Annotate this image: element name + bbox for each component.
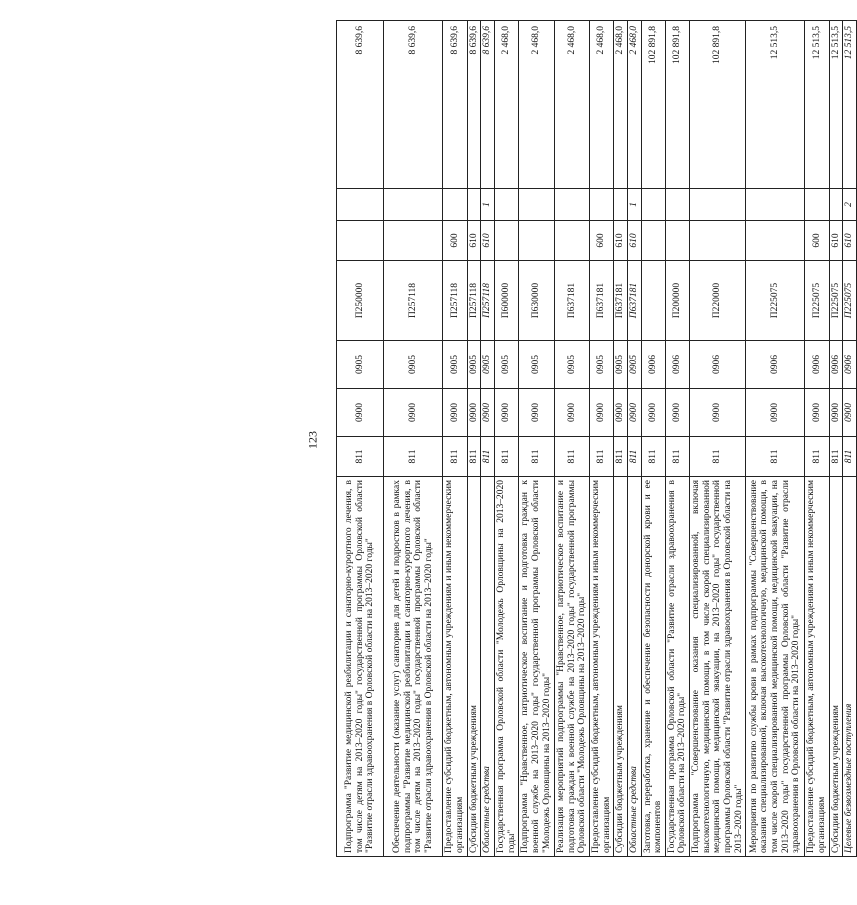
cell-name: Субсидии бюджетным учреждениям [467, 477, 481, 857]
cell-section: 0900 [690, 389, 746, 437]
cell-sum: 8 639,6 [443, 21, 467, 189]
cell-sum: 8 639,6 [384, 21, 443, 189]
cell-subsection: 0906 [665, 341, 689, 389]
cell-name: Областные средства [481, 477, 495, 857]
table-row [494, 21, 518, 857]
cell-subsection: 0905 [481, 341, 495, 389]
cell-expense-type: 600 [590, 221, 614, 261]
cell-section: 0900 [746, 389, 805, 437]
cell-section: 0900 [843, 389, 857, 437]
cell-sum: 12 513,5 [843, 21, 857, 189]
cell-expense-type [665, 221, 689, 261]
cell-expense-type: 610 [614, 221, 628, 261]
cell-target-article: П225075 [746, 261, 805, 341]
cell-sum: 102 891,8 [690, 21, 746, 189]
cell-kosgu [443, 189, 467, 221]
cell-kosgu [554, 189, 589, 221]
cell-subsection: 0906 [746, 341, 805, 389]
cell-expense-type [641, 221, 665, 261]
cell-subsection: 0906 [641, 341, 665, 389]
cell-name: Предоставление субсидий бюджетным, автономным учреждениям и иным некоммерческим организациям [590, 477, 614, 857]
cell-sum: 12 513,5 [805, 21, 829, 189]
cell-sum: 2 468,0 [590, 21, 614, 189]
cell-target-article: П257118 [467, 261, 481, 341]
cell-admin: 811 [843, 437, 857, 477]
cell-section: 0900 [481, 389, 495, 437]
cell-expense-type: 600 [443, 221, 467, 261]
cell-admin: 811 [481, 437, 495, 477]
table-row [614, 21, 628, 857]
cell-subsection: 0906 [843, 341, 857, 389]
table-row [829, 21, 843, 857]
cell-target-article: П637181 [554, 261, 589, 341]
cell-name: Государственная программа Орловской области "Молодежь Орловщины на 2013–2020 годы" [494, 477, 518, 857]
cell-admin: 811 [519, 437, 554, 477]
cell-sum: 12 513,5 [746, 21, 805, 189]
cell-admin: 811 [494, 437, 518, 477]
cell-sum: 8 639,6 [481, 21, 495, 189]
cell-admin: 811 [590, 437, 614, 477]
cell-subsection: 0906 [805, 341, 829, 389]
cell-section: 0900 [337, 389, 384, 437]
cell-sum: 8 639,6 [467, 21, 481, 189]
cell-subsection: 0905 [554, 341, 589, 389]
cell-section: 0900 [590, 389, 614, 437]
cell-section: 0900 [829, 389, 843, 437]
cell-name: Субсидии бюджетным учреждениям [614, 477, 628, 857]
cell-name: Заготовка, переработка, хранение и обеспечение безопасности донорской крови и ее компонентов [641, 477, 665, 857]
table-row [481, 21, 495, 857]
cell-sum: 12 513,5 [829, 21, 843, 189]
table-row [746, 21, 805, 857]
cell-name: Субсидии бюджетным учреждениям [829, 477, 843, 857]
cell-subsection: 0905 [614, 341, 628, 389]
table-row [554, 21, 589, 857]
cell-kosgu [519, 189, 554, 221]
cell-subsection: 0906 [829, 341, 843, 389]
cell-kosgu [805, 189, 829, 221]
table-row [467, 21, 481, 857]
table-row [665, 21, 689, 857]
cell-subsection: 0905 [467, 341, 481, 389]
cell-target-article: П200000 [665, 261, 689, 341]
cell-kosgu [590, 189, 614, 221]
cell-name: Предоставление субсидий бюджетным, автономным учреждениям и иным некоммерческим организациям [805, 477, 829, 857]
table-row [843, 21, 857, 857]
cell-section: 0900 [519, 389, 554, 437]
cell-admin: 811 [690, 437, 746, 477]
cell-kosgu: 1 [627, 189, 641, 221]
cell-sum: 2 468,0 [614, 21, 628, 189]
cell-admin: 811 [443, 437, 467, 477]
cell-kosgu: 2 [843, 189, 857, 221]
table-row [641, 21, 665, 857]
cell-target-article [641, 261, 665, 341]
cell-subsection: 0905 [627, 341, 641, 389]
budget-table-body [337, 21, 857, 857]
cell-target-article: П225075 [829, 261, 843, 341]
cell-kosgu [665, 189, 689, 221]
cell-target-article: П220000 [690, 261, 746, 341]
cell-target-article: П225075 [805, 261, 829, 341]
table-row [384, 21, 443, 857]
cell-name: Государственная программа Орловской области "Развитие отрасли здравоохранения в Орловской области на 2013–2020 годы" [665, 477, 689, 857]
cell-admin: 811 [614, 437, 628, 477]
cell-section: 0900 [627, 389, 641, 437]
cell-section: 0900 [641, 389, 665, 437]
cell-subsection: 0905 [590, 341, 614, 389]
cell-subsection: 0905 [519, 341, 554, 389]
cell-section: 0900 [384, 389, 443, 437]
cell-expense-type: 600 [805, 221, 829, 261]
cell-target-article: П257118 [481, 261, 495, 341]
cell-kosgu [384, 189, 443, 221]
table-row [627, 21, 641, 857]
cell-section: 0900 [443, 389, 467, 437]
cell-kosgu [746, 189, 805, 221]
cell-target-article: П257118 [384, 261, 443, 341]
cell-expense-type: 610 [843, 221, 857, 261]
cell-name: Целевые безвозмездные поступления [843, 477, 857, 857]
cell-admin: 811 [384, 437, 443, 477]
cell-kosgu [614, 189, 628, 221]
cell-expense-type [554, 221, 589, 261]
page-number: 123 [305, 431, 320, 449]
cell-name: Подпрограмма "Нравственное, патриотическое воспитание и подготовка граждан к военной службе на 2013–2020 годы" государственной программы Орловской области "Молодежь Орловщины на 2013–2020 годы" [519, 477, 554, 857]
cell-sum: 2 468,0 [494, 21, 518, 189]
table-row [443, 21, 467, 857]
rotated-table-block [336, 21, 855, 857]
cell-kosgu [467, 189, 481, 221]
cell-sum: 102 891,8 [641, 21, 665, 189]
cell-target-article: П637181 [627, 261, 641, 341]
cell-section: 0900 [554, 389, 589, 437]
cell-section: 0900 [467, 389, 481, 437]
cell-expense-type [690, 221, 746, 261]
cell-kosgu [829, 189, 843, 221]
cell-expense-type: 610 [829, 221, 843, 261]
table-row [519, 21, 554, 857]
cell-target-article: П637181 [614, 261, 628, 341]
cell-name: Подпрограмма "Совершенствование оказания специализированной, включая высокотехнологичную, медицинской помощи, в том числе скорой специализированной медицинской помощи, медицинской эвакуации, на 2013–2020 годы" государственной программы Орловской области "Развитие отрасли здравоохранения в Орловской области на 2013–2020 годы" [690, 477, 746, 857]
cell-target-article: П630000 [519, 261, 554, 341]
cell-section: 0900 [665, 389, 689, 437]
cell-sum: 2 468,0 [554, 21, 589, 189]
cell-target-article: П637181 [590, 261, 614, 341]
cell-name: Мероприятия по развитию службы крови в рамках подпрограммы "Совершенствование оказания специализированной, включая высокотехнологичную, медицинской помощи, в том числе скорой специализированной медицинской помощи, медицинской эвакуации, на 2013–2020 годы" государственной программы Орловской области "Развитие отрасли здравоохранения в Орловской области на 2013–2020 годы" [746, 477, 805, 857]
cell-sum: 102 891,8 [665, 21, 689, 189]
cell-section: 0900 [614, 389, 628, 437]
cell-admin: 811 [337, 437, 384, 477]
cell-admin: 811 [627, 437, 641, 477]
cell-admin: 811 [641, 437, 665, 477]
table-row [805, 21, 829, 857]
cell-target-article: П225075 [843, 261, 857, 341]
cell-subsection: 0905 [443, 341, 467, 389]
cell-kosgu [641, 189, 665, 221]
cell-kosgu [337, 189, 384, 221]
cell-target-article: П250000 [337, 261, 384, 341]
cell-name: Областные средства [627, 477, 641, 857]
cell-subsection: 0905 [384, 341, 443, 389]
cell-name: Реализация мероприятий подпрограммы "Нравственное, патриотическое воспитание и подготовка граждан к военной службе на 2013–2020 годы" государственной программы Орловской области "Молодежь Орловщины на 2013–2020 годы" [554, 477, 589, 857]
table-row [690, 21, 746, 857]
cell-admin: 811 [665, 437, 689, 477]
cell-sum: 8 639,6 [337, 21, 384, 189]
cell-section: 0900 [494, 389, 518, 437]
cell-kosgu [494, 189, 518, 221]
cell-subsection: 0906 [690, 341, 746, 389]
cell-name: Обеспечение деятельности (оказание услуг) санаториев для детей и подростков в рамках подпрограммы "Развитие медицинской реабилитации и санаторно-курортного лечения, в том числе детям на 2013–2020 годы" государственной программы Орловской области "Развитие отрасли здравоохранения в Орловской области на 2013–2020 годы" [384, 477, 443, 857]
cell-expense-type [494, 221, 518, 261]
cell-section: 0900 [805, 389, 829, 437]
cell-name: Подпрограмма "Развитие медицинской реабилитации и санаторно-курортного лечения, в том числе детям на 2013–2020 годы" государственной программы Орловской области "Развитие отрасли здравоохранения в Орловской области на 2013–2020 годы" [337, 477, 384, 857]
cell-sum: 2 468,0 [627, 21, 641, 189]
cell-expense-type [746, 221, 805, 261]
cell-expense-type: 610 [481, 221, 495, 261]
cell-sum: 2 468,0 [519, 21, 554, 189]
cell-expense-type: 610 [627, 221, 641, 261]
budget-table [336, 20, 857, 857]
cell-subsection: 0905 [494, 341, 518, 389]
cell-admin: 811 [467, 437, 481, 477]
cell-subsection: 0905 [337, 341, 384, 389]
table-row [337, 21, 384, 857]
cell-expense-type [384, 221, 443, 261]
cell-target-article: П600000 [494, 261, 518, 341]
cell-admin: 811 [805, 437, 829, 477]
cell-name: Предоставление субсидий бюджетным, автономным учреждениям и иным некоммерческим организациям [443, 477, 467, 857]
table-row [590, 21, 614, 857]
cell-expense-type: 610 [467, 221, 481, 261]
cell-kosgu [690, 189, 746, 221]
cell-kosgu: 1 [481, 189, 495, 221]
cell-admin: 811 [829, 437, 843, 477]
cell-expense-type [519, 221, 554, 261]
cell-expense-type [337, 221, 384, 261]
cell-target-article: П257118 [443, 261, 467, 341]
cell-admin: 811 [554, 437, 589, 477]
cell-admin: 811 [746, 437, 805, 477]
